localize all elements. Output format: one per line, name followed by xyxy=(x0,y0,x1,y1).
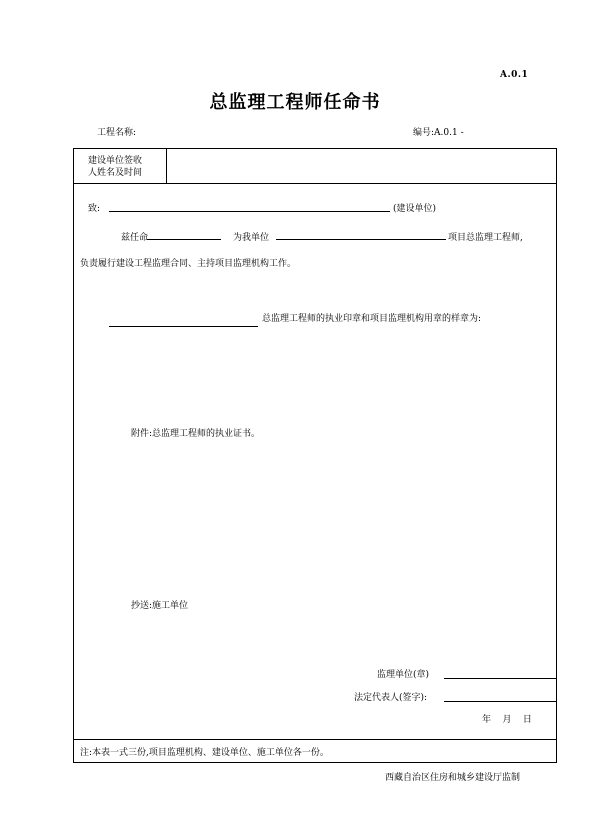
appoint-suffix: 项目总监理工程师, xyxy=(448,233,523,243)
project-field[interactable] xyxy=(276,239,446,240)
legal-rep-label: 法定代表人(签字): xyxy=(354,693,428,703)
page-title: 总监理工程师任命书 xyxy=(209,92,381,113)
date-label: 年 月 日 xyxy=(482,715,532,725)
cc-text: 抄送:施工单位 xyxy=(131,601,189,611)
project-name-label: 工程名称: xyxy=(97,128,137,138)
client-sign-label xyxy=(88,155,142,179)
to-suffix: (建设单位) xyxy=(393,204,437,214)
responsibility-text: 负责履行建设工程监理合同、主持项目监理机构工作。 xyxy=(80,259,297,269)
attachment-text: 附件:总监理工程师的执业证书。 xyxy=(131,429,261,439)
seal-sample-field[interactable] xyxy=(109,326,258,327)
client-sign-label-line2: 人姓名及时间 xyxy=(88,168,143,178)
sign-row-bottom-line xyxy=(73,183,557,184)
footer-text: 西藏自治区住房和城乡建设厅监制 xyxy=(385,773,521,783)
note-text: 注:本表一式三份,项目监理机构、建设单位、施工单位各一份。 xyxy=(80,748,329,758)
client-sign-label-line1: 建设单位签收 xyxy=(88,156,143,166)
form-code: A.0.1 xyxy=(500,70,529,80)
supervisor-unit-label: 监理单位(章) xyxy=(377,670,430,680)
note-row-top-line xyxy=(73,739,557,740)
client-name-field[interactable] xyxy=(109,211,390,212)
supervisor-unit-field[interactable] xyxy=(444,678,557,679)
appoint-prefix: 兹任命 xyxy=(121,233,149,243)
sign-row-divider xyxy=(166,148,167,183)
appointee-name-field[interactable] xyxy=(147,239,221,240)
document-number-label: 编号:A.0.1 - xyxy=(413,128,464,138)
client-sign-field[interactable] xyxy=(170,152,554,180)
legal-rep-field[interactable] xyxy=(444,701,557,702)
seal-text: 总监理工程师的执业印章和项目监理机构用章的样章为: xyxy=(262,314,482,324)
appoint-middle: 为我单位 xyxy=(233,233,270,243)
to-label: 致: xyxy=(88,204,101,214)
